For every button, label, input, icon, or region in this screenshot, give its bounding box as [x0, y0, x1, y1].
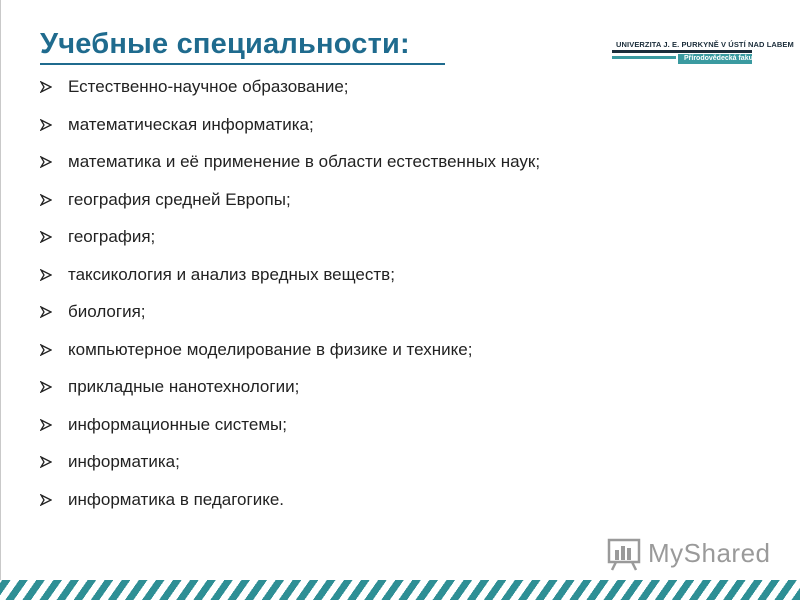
university-logo: [612, 40, 794, 70]
arrow-bullet-icon: [40, 119, 52, 131]
arrow-bullet-icon: [40, 419, 52, 431]
arrow-bullet-icon: [40, 494, 52, 506]
list-item: [40, 301, 540, 339]
arrow-bullet-icon: [40, 231, 52, 243]
list-item-text: математика и её применение в области естественных наук;: [68, 152, 541, 171]
list-item: [40, 226, 540, 264]
logo-faculty-name: Přírodovědecká fakulta: [684, 55, 762, 62]
logo-bar-accent: [612, 56, 676, 59]
list-item-text: компьютерное моделирование в физике и технике;: [68, 339, 473, 359]
watermark-text: MyShared: [648, 538, 771, 568]
list-item: [40, 151, 540, 189]
arrow-bullet-icon: [40, 456, 52, 468]
list-item-text: география;: [68, 227, 156, 246]
list-item-text: информационные системы;: [68, 414, 287, 434]
list-item-text: таксикология и анализ вредных веществ;: [68, 264, 395, 284]
list-item-text: Естественно-научное образование;: [68, 77, 349, 96]
slide-title: Учебные специальности:: [40, 28, 410, 60]
list-item: [40, 414, 540, 452]
logo-university-name: UNIVERZITA J. E. PURKYNĚ V ÚSTÍ NAD LABEM: [616, 40, 794, 49]
arrow-bullet-icon: [40, 381, 52, 393]
list-item-text: математическая информатика;: [68, 114, 314, 134]
list-item: [40, 339, 540, 377]
list-item: [40, 376, 540, 414]
specialties-list: [40, 76, 540, 526]
list-item-text: биология;: [68, 302, 146, 321]
list-item: [40, 489, 540, 527]
list-item: [40, 114, 540, 152]
list-item: [40, 189, 540, 227]
list-item: [40, 76, 540, 114]
list-item-text: прикладные нанотехнологии;: [68, 377, 300, 396]
arrow-bullet-icon: [40, 156, 52, 168]
arrow-bullet-icon: [40, 306, 52, 318]
list-item-text: информатика;: [68, 452, 180, 471]
list-item-text: география средней Европы;: [68, 189, 291, 209]
watermark: [606, 536, 771, 576]
title-underline: [40, 63, 445, 65]
slide-left-border: [0, 0, 1, 580]
list-item-text: информатика в педагогике.: [68, 489, 285, 509]
arrow-bullet-icon: [40, 344, 52, 356]
arrow-bullet-icon: [40, 81, 52, 93]
logo-bar: [612, 50, 752, 53]
list-item: [40, 264, 540, 302]
arrow-bullet-icon: [40, 194, 52, 206]
arrow-bullet-icon: [40, 269, 52, 281]
bottom-stripe: [0, 580, 800, 600]
presentation-screen-icon: [606, 536, 644, 572]
list-item: [40, 451, 540, 489]
